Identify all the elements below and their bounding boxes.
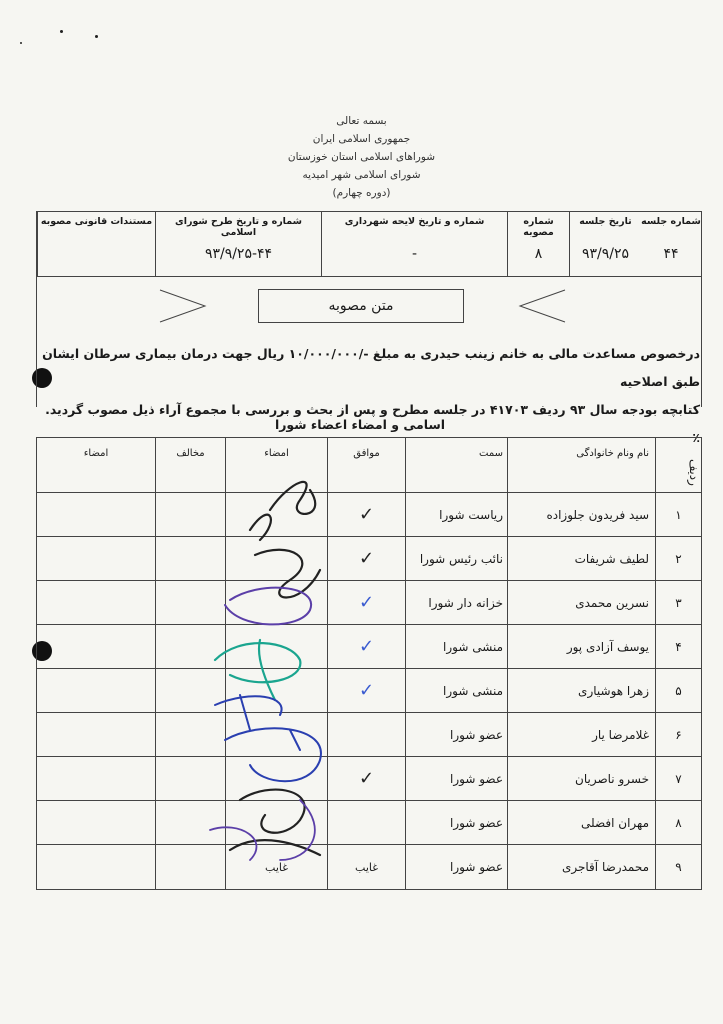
- value-resolution-number: ۸: [534, 246, 543, 262]
- member-agree-mark: ✓: [327, 669, 405, 712]
- header-signature: امضاء: [225, 438, 327, 492]
- member-role: عضو شورا: [405, 713, 507, 756]
- member-agree-mark: ✓: [327, 757, 405, 800]
- member-row-number: ۱: [655, 493, 701, 536]
- member-signature: [225, 537, 327, 580]
- member-oppose: [155, 625, 225, 668]
- letterhead: [0, 112, 723, 202]
- member-oppose: [155, 801, 225, 844]
- value-council-plan: ۹۳/۹/۲۵-۴۴: [204, 246, 273, 262]
- header-name: نام ونام خانوادگی: [507, 438, 655, 492]
- header-council-plan: شماره و تاریخ طرح شورای اسلامی: [175, 216, 302, 238]
- member-oppose: [155, 757, 225, 800]
- member-row: [37, 713, 701, 757]
- member-oppose: [155, 713, 225, 756]
- member-name: لطیف شریفات: [507, 537, 655, 580]
- member-signature: [225, 669, 327, 712]
- member-agree-mark: ✓: [327, 625, 405, 668]
- scan-speck: [95, 35, 98, 38]
- header-role: سمت: [405, 438, 507, 492]
- member-signature: [225, 581, 327, 624]
- members-table: [36, 437, 702, 890]
- col-session-date: [569, 212, 641, 276]
- member-signature-2: [37, 625, 155, 668]
- member-row-number: ۲: [655, 537, 701, 580]
- member-signature-2: [37, 757, 155, 800]
- member-row: [37, 845, 701, 889]
- member-signature: [225, 625, 327, 668]
- member-agree-mark: ✓: [327, 537, 405, 580]
- scan-speck: [60, 30, 63, 33]
- header-session-number: شماره جلسه: [641, 216, 701, 227]
- member-row: [37, 581, 701, 625]
- member-agree-mark: غایب: [327, 845, 405, 889]
- header-resolution-number: شماره مصوبه: [523, 216, 554, 238]
- member-signature: [225, 493, 327, 536]
- member-role: نائب رئیس شورا: [405, 537, 507, 580]
- member-role: منشی شورا: [405, 625, 507, 668]
- member-role: خزانه دار شورا: [405, 581, 507, 624]
- value-session-date: ۹۳/۹/۲۵: [581, 246, 630, 262]
- member-name: یوسف آزادی پور: [507, 625, 655, 668]
- member-row-number: ۴: [655, 625, 701, 668]
- header-signature-2: امضاء: [83, 448, 109, 459]
- member-name: مهران افضلی: [507, 801, 655, 844]
- members-header-row: [37, 438, 701, 493]
- member-row: [37, 669, 701, 713]
- member-oppose: [155, 493, 225, 536]
- member-row: [37, 757, 701, 801]
- header-municipal-bill: شماره و تاریخ لایحه شهرداری: [344, 216, 485, 227]
- member-role: عضو شورا: [405, 757, 507, 800]
- member-row: [37, 537, 701, 581]
- member-row-number: ۳: [655, 581, 701, 624]
- member-role: عضو شورا: [405, 801, 507, 844]
- header-line-3: شوراهای اسلامی استان خوزستان: [287, 151, 436, 163]
- header-row-number: ردیف: [655, 438, 701, 492]
- member-role: عضو شورا: [405, 845, 507, 889]
- member-signature-2: [37, 669, 155, 712]
- member-role: منشی شورا: [405, 669, 507, 712]
- member-signature-2: [37, 845, 155, 889]
- member-name: نسرین محمدی: [507, 581, 655, 624]
- member-oppose: [155, 845, 225, 889]
- member-row: [37, 493, 701, 537]
- resolution-text-line-2: کتابچه بودجه سال ۹۳ ردیف ۴۱۷۰۳ در جلسه مطرح و پس از بحث و بررسی با مجموع آراء ذیل مصوب گردید.٪: [45, 402, 700, 445]
- member-signature: [225, 757, 327, 800]
- header-legal-basis: مستندات قانونی مصوبه: [40, 216, 153, 227]
- member-name: غلامرضا یار: [507, 713, 655, 756]
- members-title: اسامی و امضاء اعضاء شورا: [274, 417, 446, 432]
- member-oppose: [155, 537, 225, 580]
- member-oppose: [155, 669, 225, 712]
- member-name: خسرو ناصریان: [507, 757, 655, 800]
- member-row-number: ۵: [655, 669, 701, 712]
- member-role: ریاست شورا: [405, 493, 507, 536]
- member-agree-mark: ✓: [327, 493, 405, 536]
- member-signature-2: [37, 537, 155, 580]
- member-oppose: [155, 581, 225, 624]
- member-signature-2: [37, 581, 155, 624]
- member-signature-2: [37, 801, 155, 844]
- resolution-text-line-1: درخصوص مساعدت مالی به خانم زینب حیدری به مبلغ -/۱۰/۰۰۰/۰۰۰ ریال جهت درمان بیماری سرطان ایشان طبق اصلاحیه: [42, 346, 700, 389]
- member-agree-mark: [327, 801, 405, 844]
- member-agree-mark: [327, 713, 405, 756]
- member-row-number: ۷: [655, 757, 701, 800]
- header-line-2: جمهوری اسلامی ایران: [312, 133, 411, 145]
- header-line-1: بسمه تعالی: [336, 115, 387, 127]
- member-name: محمدرضا آقاجری: [507, 845, 655, 889]
- header-line-5: (دوره چهارم): [332, 187, 391, 199]
- header-oppose: مخالف: [155, 438, 225, 492]
- member-signature: غایب: [225, 845, 327, 889]
- member-signature: [225, 713, 327, 756]
- member-signature-2: [37, 493, 155, 536]
- member-row: [37, 801, 701, 845]
- col-session-number: [641, 212, 701, 276]
- member-row-number: ۶: [655, 713, 701, 756]
- col-municipal-bill: [321, 212, 507, 276]
- col-resolution-number: [507, 212, 569, 276]
- member-agree-mark: ✓: [327, 581, 405, 624]
- col-legal-basis: [37, 212, 155, 276]
- scan-speck: [20, 42, 22, 44]
- resolution-text: [40, 340, 700, 452]
- member-signature-2: [37, 713, 155, 756]
- member-signature: [225, 801, 327, 844]
- resolution-title: متن مصوبه: [258, 289, 464, 323]
- header-line-4: شورای اسلامی شهر امیدیه: [302, 169, 421, 181]
- header-agree: موافق: [327, 438, 405, 492]
- value-municipal-bill: -: [411, 246, 418, 262]
- value-session-number: ۴۴: [663, 246, 679, 262]
- member-name: سید فریدون جلوزاده: [507, 493, 655, 536]
- member-name: زهرا هوشیاری: [507, 669, 655, 712]
- member-row-number: ۹: [655, 845, 701, 889]
- member-row-number: ۸: [655, 801, 701, 844]
- col-council-plan: [155, 212, 321, 276]
- header-session-date: تاریخ جلسه: [579, 216, 632, 227]
- session-info-table: [36, 211, 702, 277]
- member-row: [37, 625, 701, 669]
